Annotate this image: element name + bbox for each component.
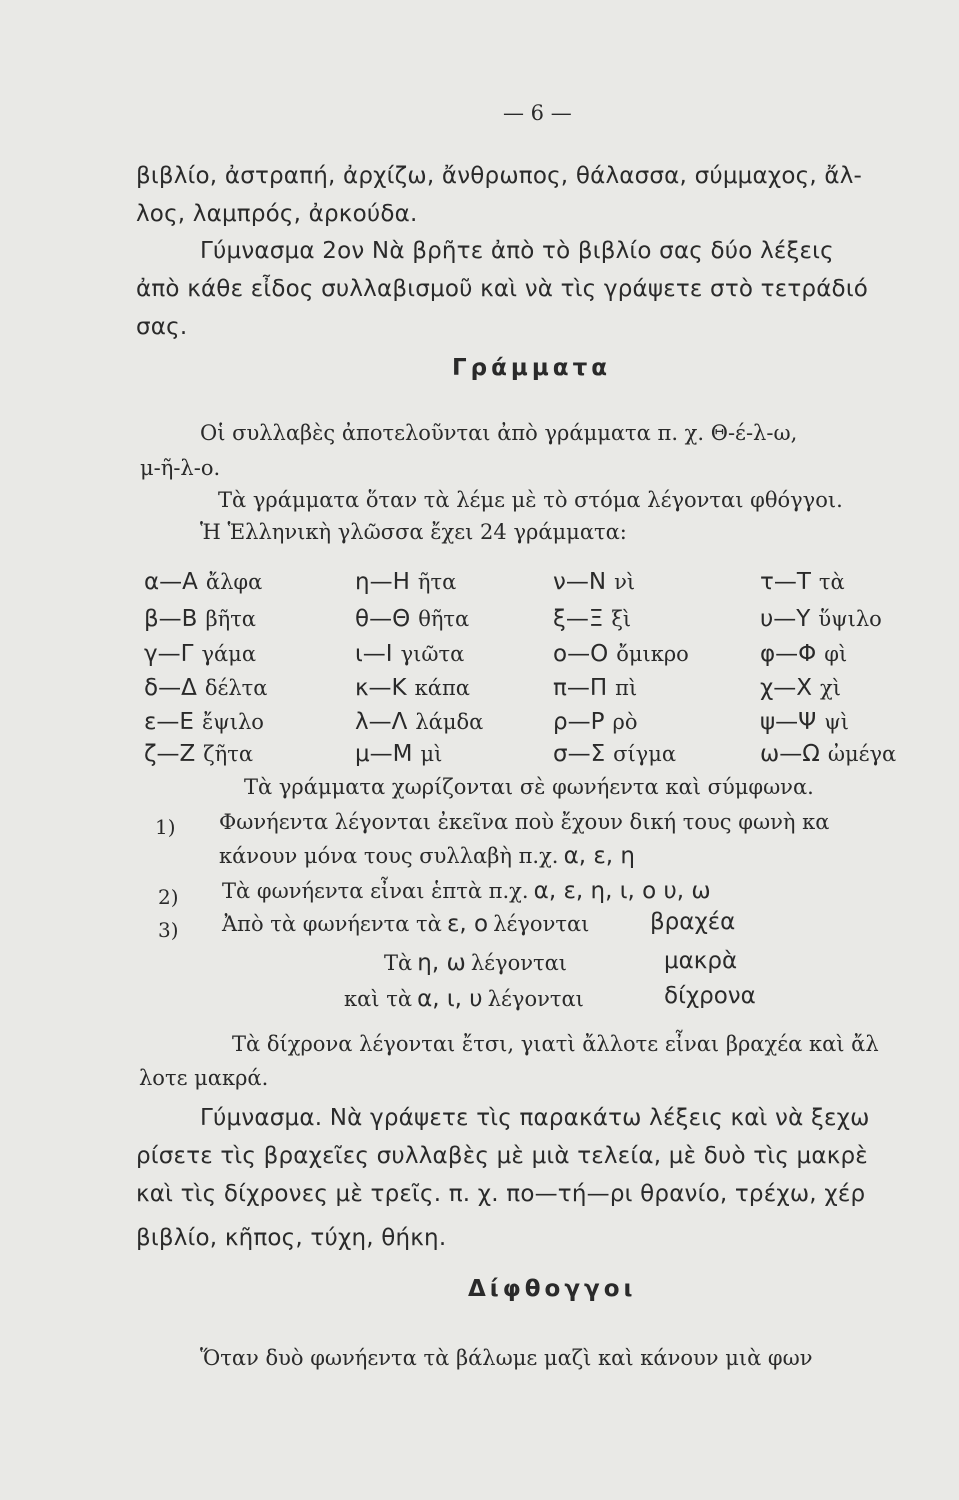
alphabet-entry xyxy=(144,608,256,631)
text-span: Τὰ xyxy=(384,951,413,975)
alphabet-entry xyxy=(760,643,847,666)
vowel-letters: η, ω xyxy=(417,950,466,976)
text-line: ἀπὸ κάθε εἶδος συλλαβισμοῦ καὶ νὰ τὶς γράψετε στὸ τετράδιό xyxy=(136,276,869,302)
text-line: Τὰ γράμματα ὅταν τὰ λέμε μὲ τὸ στόμα λέγονται φθόγγοι. xyxy=(218,488,843,512)
letter-pair: δ—Δ xyxy=(144,675,197,701)
letter-name: δέλτα xyxy=(204,676,268,700)
vowel-letters: ε, ο xyxy=(446,911,489,937)
alphabet-entry xyxy=(355,608,469,631)
letter-pair: ξ—Ξ xyxy=(553,606,604,632)
letter-name: ρὸ xyxy=(612,710,638,734)
text-line: λος, λαμπρός, ἀρκούδα. xyxy=(136,201,418,227)
text-line: βιβλίο, ἀστραπή, ἀρχίζω, ἄνθρωπος, θάλασσα, σύμμαχος, ἄλ- xyxy=(136,163,863,189)
text-span: Τὰ φωνήεντα εἶναι ἑπτὰ π.χ. xyxy=(222,879,529,903)
text-line: Γύμνασμα. Νὰ γράψετε τὶς παρακάτω λέξεις καὶ νὰ ξεχω xyxy=(200,1105,870,1131)
alphabet-entry xyxy=(144,643,256,666)
alphabet-entry xyxy=(760,608,882,631)
list-number: 1) xyxy=(155,815,176,839)
alphabet-entry xyxy=(553,677,637,700)
text-line: καὶ τὶς δίχρονες μὲ τρεῖς. π. χ. πο—τή—ρι θρανίο, τρέχω, χέρ xyxy=(136,1181,866,1207)
letter-pair: α—Α xyxy=(144,569,198,595)
vowel-category: μακρὰ xyxy=(664,948,738,974)
vowel-letters: α, ι, υ xyxy=(417,986,483,1012)
text-line: βιβλίο, κῆπος, τύχη, θήκη. xyxy=(136,1225,447,1251)
letter-pair: η—Η xyxy=(355,569,410,595)
text-span: κάνουν μόνα τους συλλαβὴ π.χ. xyxy=(219,844,559,868)
text-line: σας. xyxy=(136,314,188,340)
alphabet-entry xyxy=(760,571,845,594)
text-line: λοτε μακρά. xyxy=(139,1066,269,1090)
alphabet-entry xyxy=(144,571,262,594)
letter-name: τὰ xyxy=(818,570,845,594)
letter-pair: ψ—Ψ xyxy=(760,709,817,735)
text-line: Οἱ συλλαβὲς ἀποτελοῦνται ἀπὸ γράμματα π. χ. Θ-έ-λ-ω, xyxy=(200,421,798,445)
alphabet-entry xyxy=(760,743,896,766)
alphabet-entry xyxy=(355,711,483,734)
letter-name: ὠμέγα xyxy=(827,742,897,766)
text-line: Γύμνασμα 2ον Νὰ βρῆτε ἀπὸ τὸ βιβλίο σας δύο λέξεις xyxy=(200,238,834,264)
vowel-category: δίχρονα xyxy=(664,983,756,1009)
letter-name: ὕψιλο xyxy=(818,607,882,631)
alphabet-entry xyxy=(144,677,267,700)
letter-name: θῆτα xyxy=(418,607,470,631)
vowel-letters: α, ε, η xyxy=(563,843,635,869)
alphabet-entry xyxy=(355,743,442,766)
alphabet-entry xyxy=(760,711,849,734)
text-line: Φωνήεντα λέγονται ἐκεῖνα ποὺ ἔχουν δική τους φωνὴ κα xyxy=(219,810,830,834)
letter-pair: μ—Μ xyxy=(355,741,413,767)
letter-pair: β—Β xyxy=(144,606,198,632)
alphabet-entry xyxy=(144,743,253,766)
letter-pair: π—Π xyxy=(553,675,608,701)
text-line: Τὰ δίχρονα λέγονται ἔτσι, γιατὶ ἄλλοτε εἶναι βραχέα καὶ ἄλ xyxy=(232,1032,879,1056)
letter-name: ψὶ xyxy=(824,710,849,734)
letter-pair: θ—Θ xyxy=(355,606,411,632)
text-line xyxy=(222,880,711,903)
text-line: ρίσετε τὶς βραχεῖες συλλαβὲς μὲ μιὰ τελεία, μὲ δυὸ τὶς μακρὲ xyxy=(136,1143,868,1169)
alphabet-entry xyxy=(553,571,635,594)
letter-pair: ρ—Ρ xyxy=(553,709,605,735)
text-line: Ὅταν δυὸ φωνήεντα τὰ βάλωμε μαζὶ καὶ κάνουν μιὰ φων xyxy=(200,1346,813,1370)
letter-pair: κ—Κ xyxy=(355,675,407,701)
text-line xyxy=(219,845,635,868)
text-span: καὶ τὰ xyxy=(344,987,413,1011)
text-line: Τὰ γράμματα χωρίζονται σὲ φωνήεντα καὶ σύμφωνα. xyxy=(244,775,814,799)
section-heading: Δίφθογγοι xyxy=(468,1276,637,1302)
letter-name: μὶ xyxy=(420,742,443,766)
text-line: μ-ῆ-λ-ο. xyxy=(140,456,221,480)
letter-name: ῆτα xyxy=(417,570,457,594)
alphabet-entry xyxy=(553,711,637,734)
alphabet-entry xyxy=(355,571,456,594)
alphabet-entry xyxy=(760,677,841,700)
text-line: Ἡ Ἑλληνικὴ γλῶσσα ἔχει 24 γράμματα: xyxy=(200,520,627,544)
letter-name: βῆτα xyxy=(205,607,256,631)
list-number: 2) xyxy=(158,885,179,909)
letter-name: ὄμικρο xyxy=(616,642,689,666)
alphabet-entry xyxy=(355,643,464,666)
letter-pair: ε—Ε xyxy=(144,709,194,735)
text-span: λέγονται xyxy=(487,987,584,1011)
page-number: — 6 — xyxy=(503,101,572,125)
alphabet-entry xyxy=(553,608,631,631)
text-line xyxy=(384,952,567,975)
section-heading: Γράμματα xyxy=(452,355,612,381)
letter-name: γάμα xyxy=(201,642,256,666)
letter-pair: υ—Υ xyxy=(760,606,811,632)
letter-pair: ν—Ν xyxy=(553,569,607,595)
letter-name: λάμδα xyxy=(415,710,484,734)
letter-name: ἄλφα xyxy=(205,570,263,594)
letter-pair: γ—Γ xyxy=(144,641,194,667)
letter-pair: χ—Χ xyxy=(760,675,813,701)
text-line xyxy=(344,988,584,1011)
letter-pair: σ—Σ xyxy=(553,741,606,767)
letter-pair: ζ—Ζ xyxy=(144,741,196,767)
letter-name: ζῆτα xyxy=(203,742,254,766)
text-span: λέγονται xyxy=(493,912,590,936)
letter-pair: ο—Ο xyxy=(553,641,609,667)
alphabet-entry xyxy=(355,677,470,700)
letter-name: ξὶ xyxy=(611,607,632,631)
letter-name: κάπα xyxy=(414,676,470,700)
letter-name: σίγμα xyxy=(613,742,677,766)
letter-name: ἔψιλο xyxy=(201,710,264,734)
vowel-category: βραχέα xyxy=(650,909,736,935)
letter-name: χὶ xyxy=(820,676,842,700)
letter-name: φὶ xyxy=(824,642,848,666)
alphabet-entry xyxy=(553,743,676,766)
letter-name: νὶ xyxy=(614,570,636,594)
letter-pair: ι—Ι xyxy=(355,641,393,667)
list-number: 3) xyxy=(158,918,179,942)
alphabet-entry xyxy=(553,643,689,666)
letter-pair: ω—Ω xyxy=(760,741,820,767)
text-line xyxy=(222,913,589,936)
letter-name: πὶ xyxy=(615,676,638,700)
alphabet-entry xyxy=(144,711,264,734)
vowel-letters: α, ε, η, ι, ο υ, ω xyxy=(533,878,711,904)
letter-pair: φ—Φ xyxy=(760,641,817,667)
letter-pair: λ—Λ xyxy=(355,709,408,735)
text-span: λέγονται xyxy=(470,951,568,975)
letter-name: γιῶτα xyxy=(400,642,465,666)
letter-pair: τ—Τ xyxy=(760,569,811,595)
text-span: Ἀπὸ τὰ φωνήεντα τὰ xyxy=(222,912,442,936)
